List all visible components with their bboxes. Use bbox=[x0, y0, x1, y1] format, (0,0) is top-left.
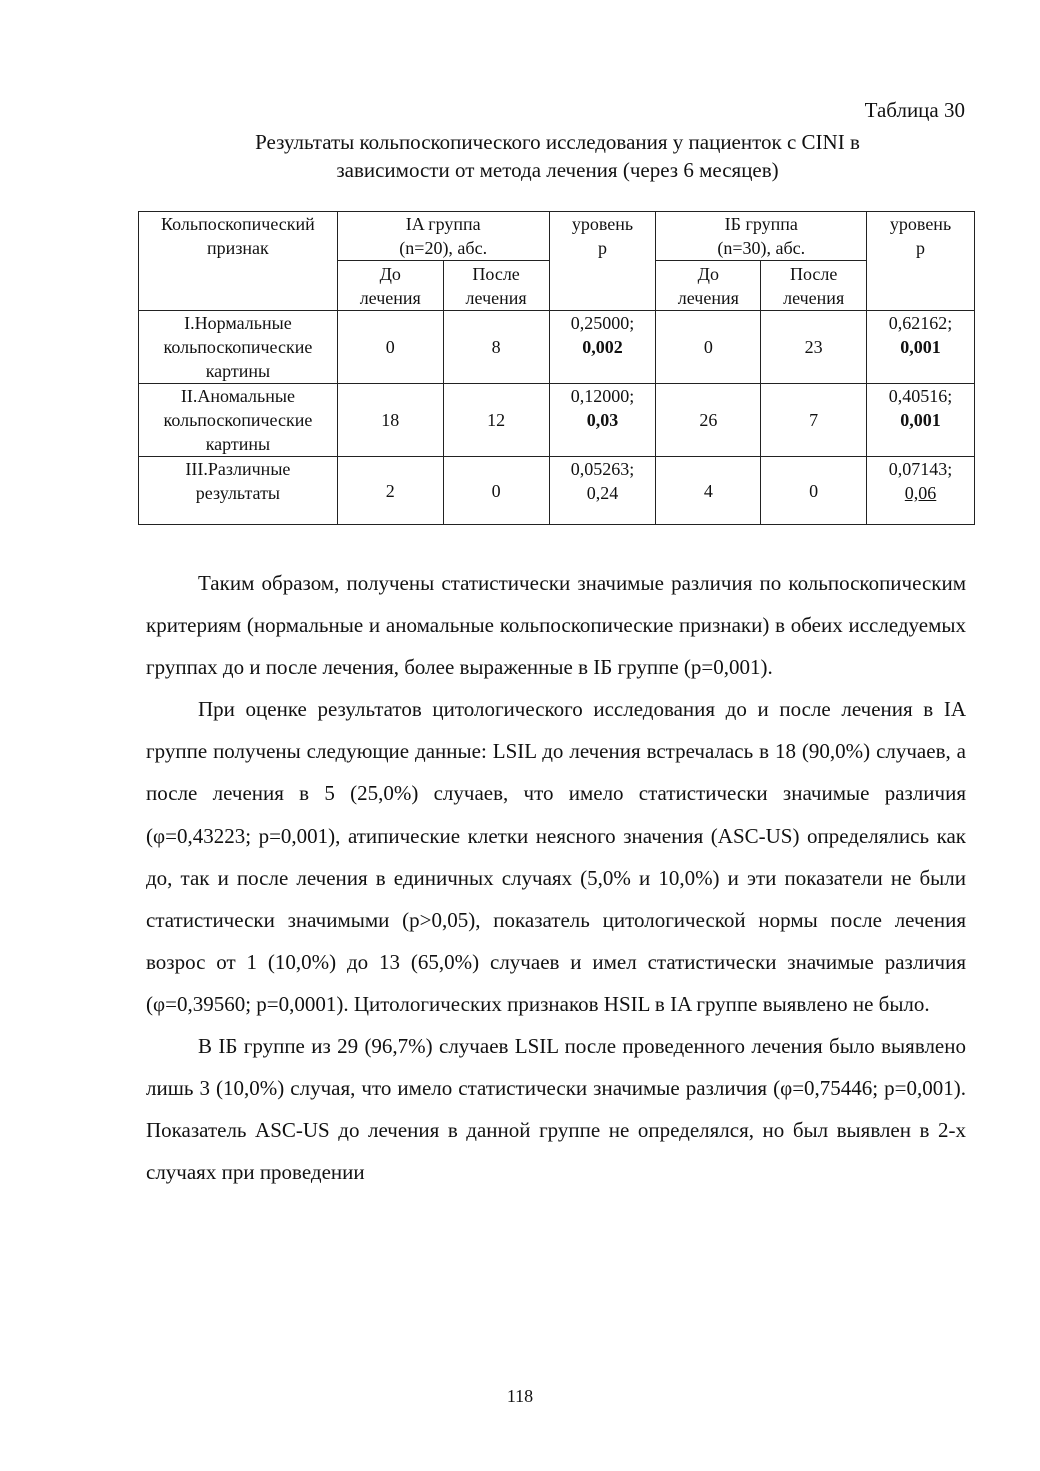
title-line-1: Результаты кольпоскопического исследования у пациенток с CINI в bbox=[255, 130, 860, 154]
body-text bbox=[146, 562, 966, 1193]
b-before-value: 0 bbox=[656, 311, 761, 384]
header-row-1 bbox=[139, 212, 975, 261]
b-before-value: 26 bbox=[656, 384, 761, 457]
b-after-value: 23 bbox=[761, 311, 867, 384]
row-feature-name: I.Нормальные кольпоскопические картины bbox=[139, 311, 338, 384]
p-value-a: 0,12000; 0,03 bbox=[549, 384, 656, 457]
row-feature-name: II.Аномальные кольпоскопические картины bbox=[139, 384, 338, 457]
header-b-after: После лечения bbox=[761, 261, 867, 311]
table-label: Таблица 30 bbox=[864, 98, 965, 122]
header-group-b: IБ группа (n=30), абс. bbox=[656, 212, 867, 261]
a-after-value: 0 bbox=[443, 457, 549, 525]
table-row bbox=[139, 311, 975, 384]
paragraph-2: При оценке результатов цитологического исследования до и после лечения в IA группе получены следующие данные: LSIL до лечения встречалась в 18 (90,0%) случаев, а после лечения в 5 (25,0%) случаев, что имело статистически значимые различия (φ=0,43223; p=0,001), атипические клетки неясного значения (ASC-US) определялись как до, так и после лечения в единичных случаях (5,0% и 10,0%) и эти показатели не были статистически значимыми (p>0,05), показатель цитологической нормы после лечения возрос от 1 (10,0%) до 13 (65,0%) случаев и имел статистически значимые различия (φ=0,39560; p=0,0001). Цитологических признаков HSIL в IA группе выявлено не было. bbox=[146, 697, 966, 1016]
p-value-b: 0,07143; 0,06 bbox=[867, 457, 975, 525]
results-table bbox=[138, 211, 975, 525]
header-feature: Кольпоскопический признак bbox=[139, 212, 338, 311]
p-value-b: 0,40516; 0,001 bbox=[867, 384, 975, 457]
header-level-a: уровень p bbox=[549, 212, 656, 311]
title-line-2: зависимости от метода лечения (через 6 месяцев) bbox=[336, 158, 779, 182]
paragraph-3: В IБ группе из 29 (96,7%) случаев LSIL после проведенного лечения было выявлено лишь 3 (10,0%) случая, что имело статистически значимые различия (φ=0,75446; p=0,001). Показатель ASC-US до лечения в данной группе не определялся, но был выявлен в 2-х случаях при проведении bbox=[146, 1034, 966, 1185]
table-row bbox=[139, 384, 975, 457]
header-a-before: До лечения bbox=[337, 261, 443, 311]
header-b-before: До лечения bbox=[656, 261, 761, 311]
table-row bbox=[139, 457, 975, 525]
a-before-value: 2 bbox=[337, 457, 443, 525]
header-a-after: После лечения bbox=[443, 261, 549, 311]
page-number: 118 bbox=[506, 1386, 534, 1406]
p-value-a: 0,05263; 0,24 bbox=[549, 457, 656, 525]
b-before-value: 4 bbox=[656, 457, 761, 525]
a-before-value: 18 bbox=[337, 384, 443, 457]
row-feature-name: III.Различные результаты bbox=[139, 457, 338, 525]
header-group-a: IA группа (n=20), абс. bbox=[337, 212, 549, 261]
table-title bbox=[140, 128, 975, 184]
p-value-b: 0,62162; 0,001 bbox=[867, 311, 975, 384]
header-level-b: уровень p bbox=[867, 212, 975, 311]
b-after-value: 7 bbox=[761, 384, 867, 457]
b-after-value: 0 bbox=[761, 457, 867, 525]
a-after-value: 12 bbox=[443, 384, 549, 457]
a-before-value: 0 bbox=[337, 311, 443, 384]
paragraph-1: Таким образом, получены статистически значимые различия по кольпоскопическим критериям (нормальные и аномальные кольпоскопические признаки) в обеих исследуемых группах до и после лечения, более выраженные в IБ группе (p=0,001). bbox=[146, 571, 966, 680]
a-after-value: 8 bbox=[443, 311, 549, 384]
p-value-a: 0,25000; 0,002 bbox=[549, 311, 656, 384]
